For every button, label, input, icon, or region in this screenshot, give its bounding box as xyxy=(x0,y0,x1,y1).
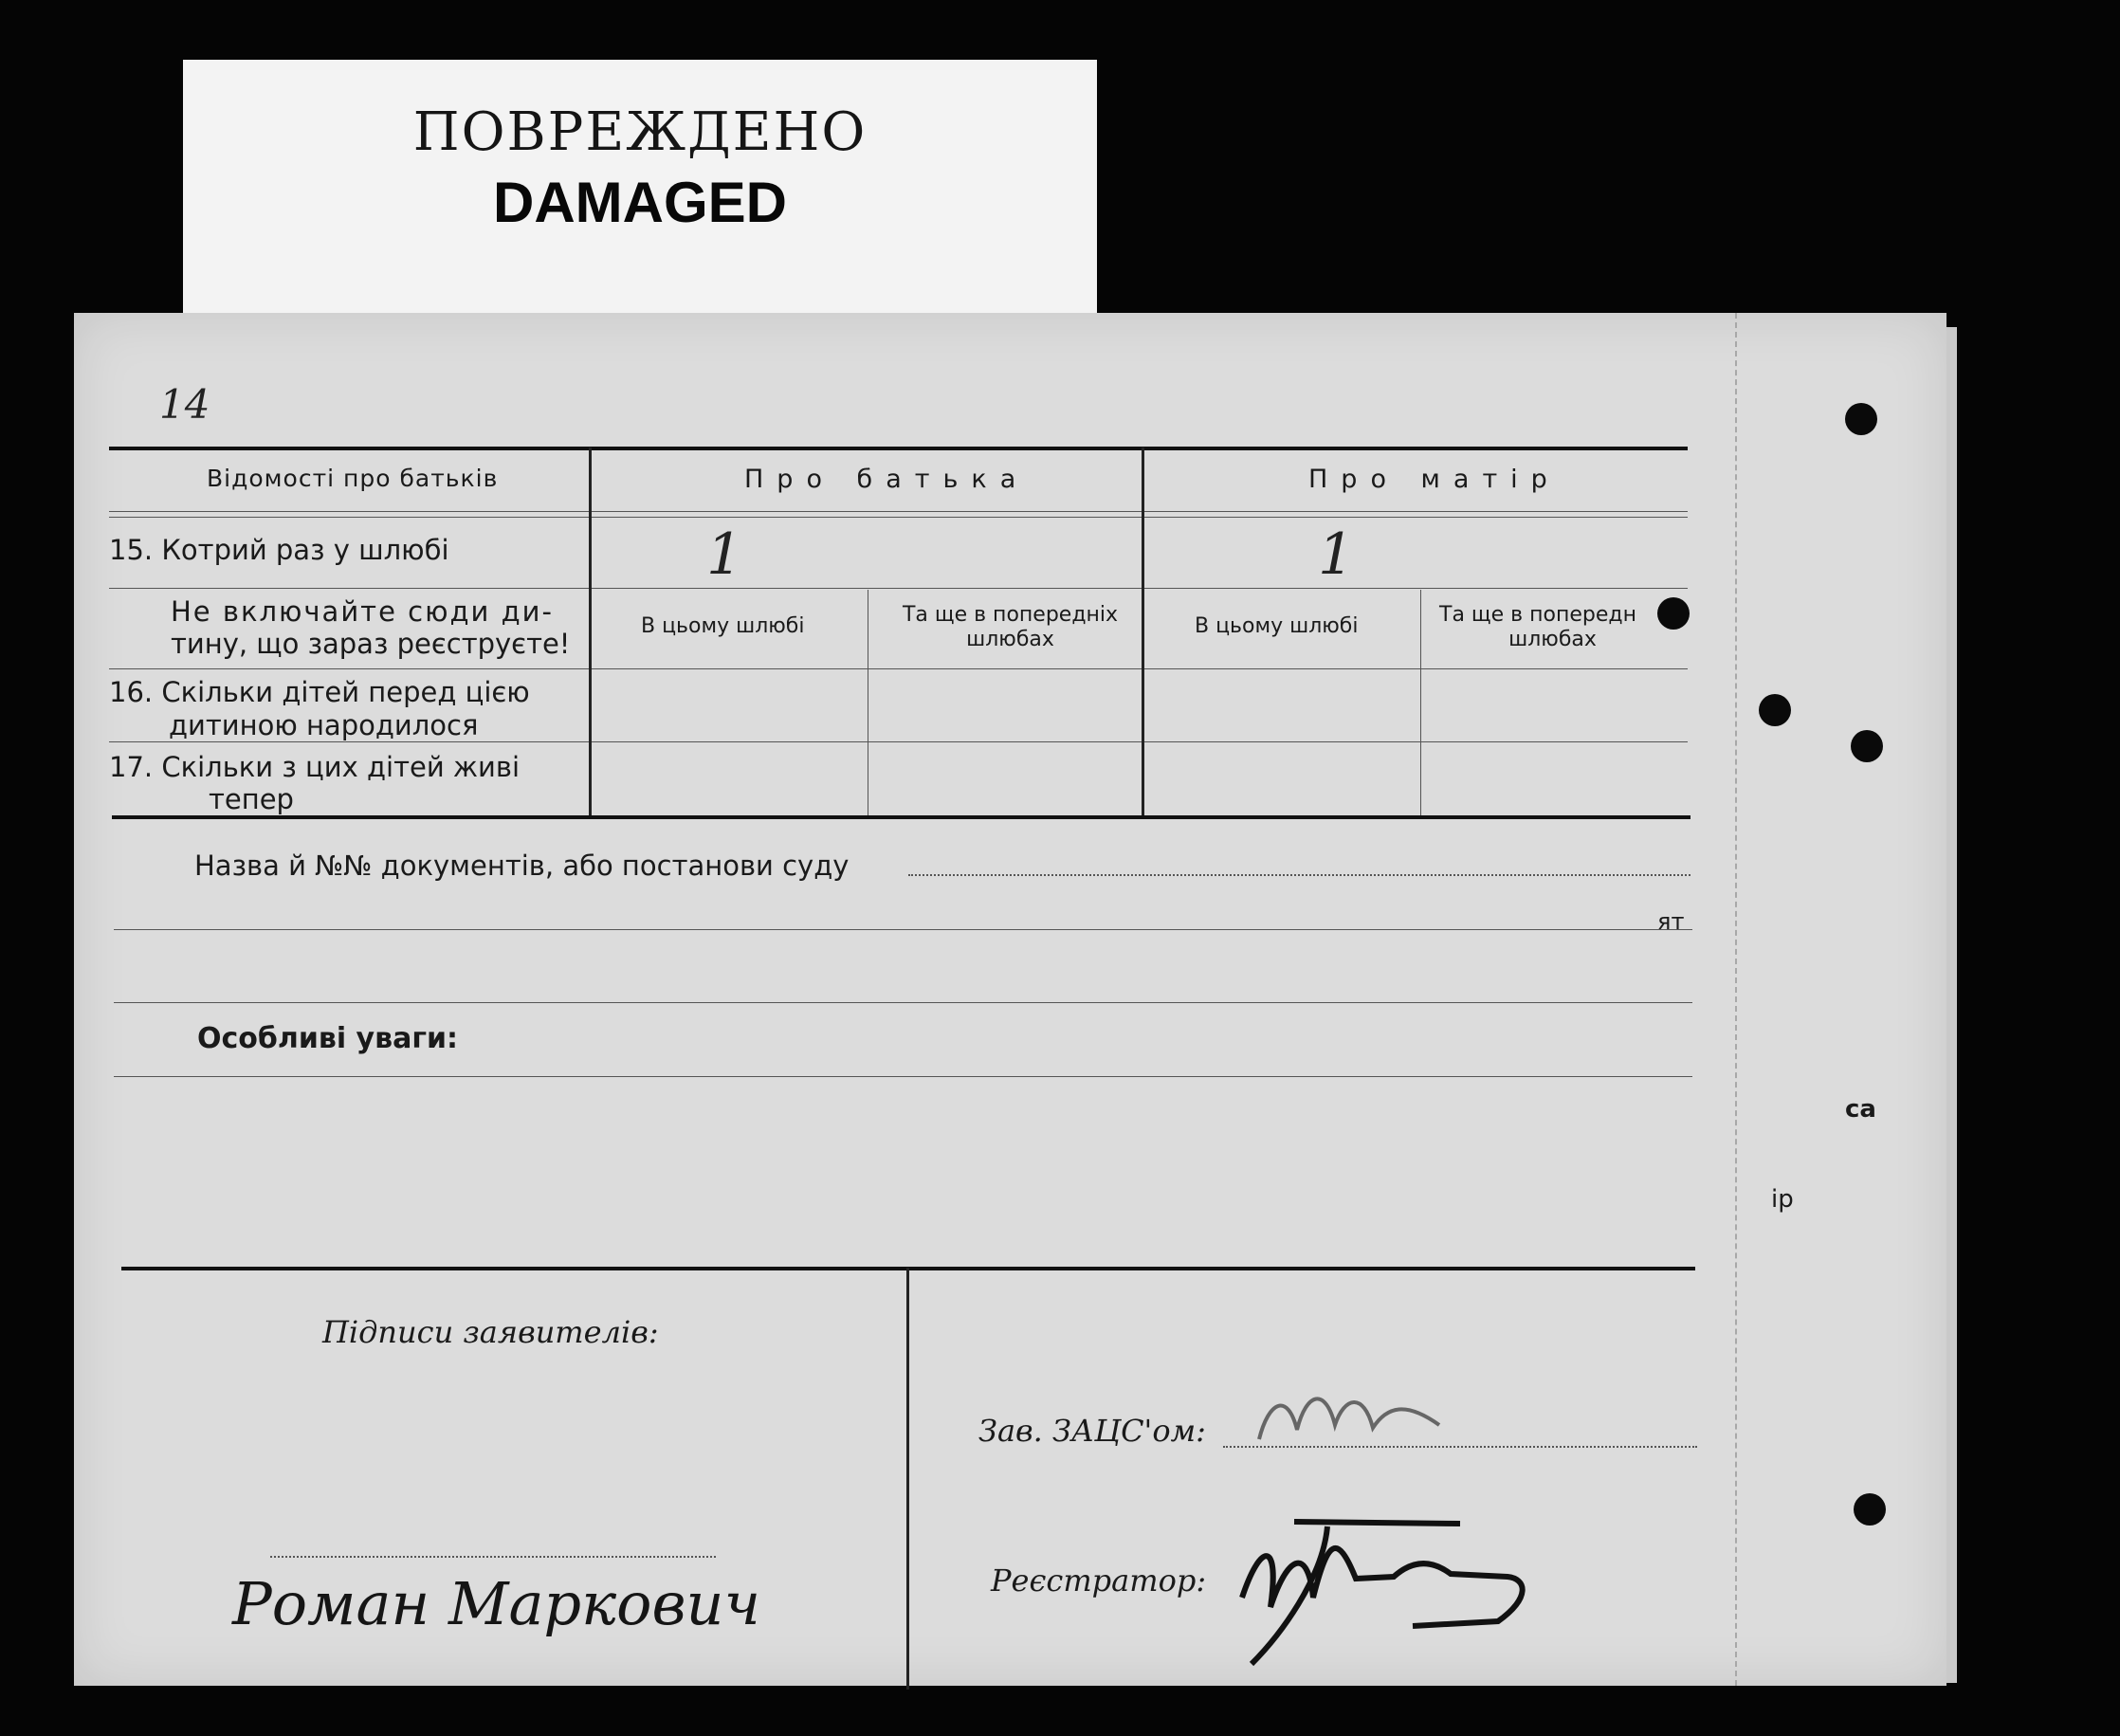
documents-label: Назва й №№ документів, або постанови суду xyxy=(194,850,850,882)
perforation-line xyxy=(1735,313,1737,1686)
header-mother: Про матір xyxy=(1308,465,1561,494)
documents-dotted-line xyxy=(908,874,1691,876)
signature-dotted-line xyxy=(270,1556,716,1558)
damaged-label-english: DAMAGED xyxy=(493,171,787,234)
subheader-mother-previous-line2: шлюбах xyxy=(1508,628,1597,651)
row15-rule xyxy=(109,588,1688,589)
row16-rule xyxy=(109,741,1688,742)
row17-label-line2: тепер xyxy=(209,783,294,815)
header-rule-double xyxy=(109,517,1688,518)
column-divider xyxy=(589,448,592,815)
subheader-mother-this-marriage: В цьому шлюбі xyxy=(1195,614,1359,638)
subheader-father-previous-line1: Та ще в попередніх xyxy=(902,603,1119,627)
column-divider xyxy=(1142,448,1144,815)
exclude-note-line1: Не включайте сюди ди- xyxy=(171,595,554,628)
table-top-rule xyxy=(109,447,1688,450)
notes-rule xyxy=(114,1076,1692,1077)
column-divider-mother xyxy=(1420,590,1421,815)
header-father: Про батька xyxy=(744,465,1030,494)
stub-fragment-yat: ят xyxy=(1657,908,1685,935)
row15-father-value: 1 xyxy=(706,521,743,588)
registrar-label: Реєстратор: xyxy=(991,1562,1207,1599)
documents-rule xyxy=(114,929,1692,930)
signature-section-divider xyxy=(906,1268,909,1690)
subheader-father-previous-line2: шлюбах xyxy=(966,628,1054,651)
row16-label-line2: дитиною народилося xyxy=(169,709,479,741)
header-rule xyxy=(109,511,1688,512)
punch-hole xyxy=(1845,403,1877,435)
documents-rule-2 xyxy=(114,1002,1692,1003)
stub-fragment-sa: са xyxy=(1845,1095,1876,1124)
punch-hole xyxy=(1851,730,1883,762)
head-label: Зав. ЗАЦС'ом: xyxy=(978,1413,1206,1449)
subheader-father-this-marriage: В цьому шлюбі xyxy=(641,614,805,638)
head-signature xyxy=(1250,1373,1458,1458)
header-parents: Відомості про батьків xyxy=(207,465,499,492)
subheader-mother-previous-line1: Та ще в попередн xyxy=(1439,603,1636,627)
punch-hole xyxy=(1759,694,1791,726)
row15-mother-value: 1 xyxy=(1318,521,1355,588)
signatures-label: Підписи заявителів: xyxy=(322,1314,659,1350)
exclude-note-line2: тину, що зараз реєструєте! xyxy=(171,628,571,660)
applicant-signature: Роман Маркович xyxy=(232,1569,761,1638)
damaged-label-card xyxy=(183,60,1097,316)
row16-label-line1: 16. Скільки дітей перед цією xyxy=(109,676,530,708)
stub-fragment-ir: ір xyxy=(1771,1185,1794,1214)
row15-label: 15. Котрий раз у шлюбі xyxy=(109,534,449,566)
registrar-signature xyxy=(1223,1503,1545,1669)
damaged-label-ukrainian: ПОВРЕЖДЕНО xyxy=(412,101,868,163)
form-sheet xyxy=(74,313,1946,1686)
page-number-mark: 14 xyxy=(159,381,210,428)
row17-label-line1: 17. Скільки з цих дітей живі xyxy=(109,751,521,783)
punch-hole xyxy=(1854,1493,1886,1526)
table-bottom-rule xyxy=(112,815,1691,819)
notes-label: Особливі уваги: xyxy=(197,1022,459,1055)
subheader-rule xyxy=(109,668,1688,669)
